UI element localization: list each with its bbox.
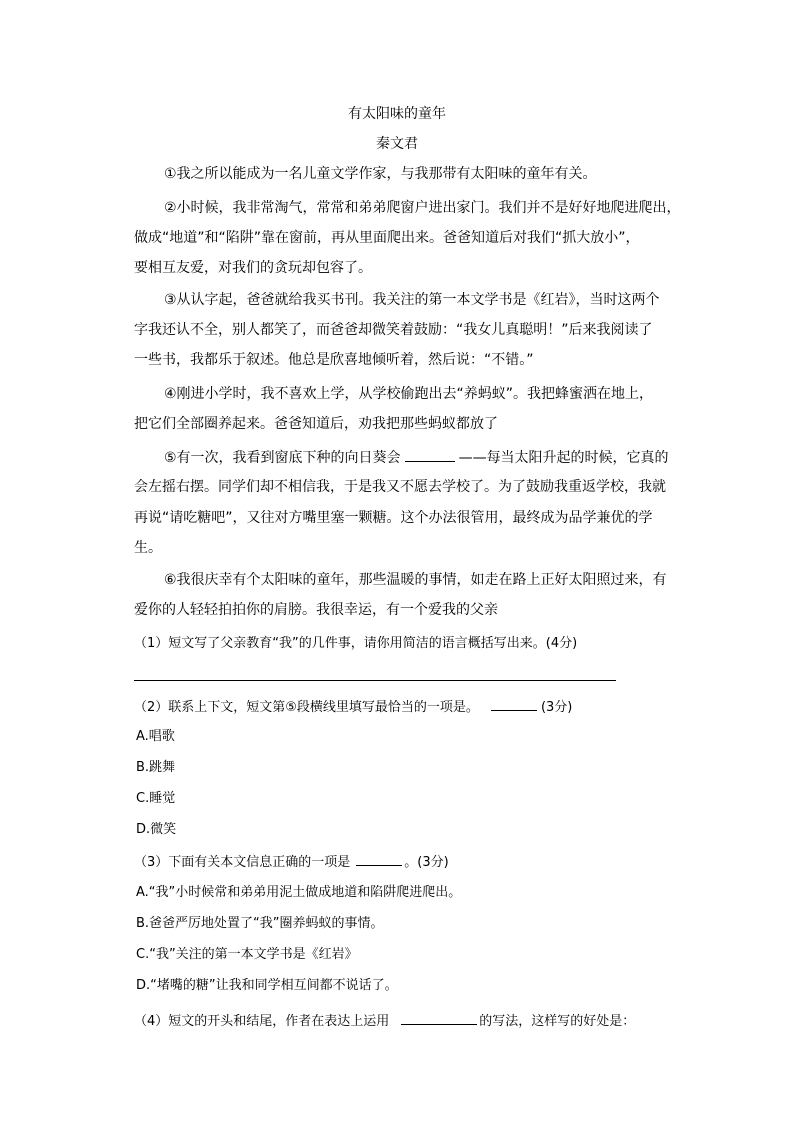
question-3-blank[interactable] — [356, 851, 402, 866]
paragraph-6-line: 爱你的人轻轻拍拍你的肩膀。我很幸运，有一个爱我的父亲 — [134, 602, 498, 618]
paragraph-5-line — [164, 447, 669, 468]
question-1-answer-line[interactable] — [134, 680, 616, 681]
question-3-score: 。(3分) — [404, 855, 449, 870]
paragraph-2-line: 做成“地道”和“陷阱”靠在窗前，再从里面爬出来。爸爸知道后对我们“抓大放小”， — [134, 230, 640, 246]
article-author: 秦文君 — [376, 136, 418, 152]
paragraph-3-line: 字我还认不全，别人都笑了，而爸爸却微笑着鼓励：“我女儿真聪明！”后来我阅读了 — [134, 322, 653, 338]
paragraph-5-line: 生。 — [134, 540, 162, 556]
paragraph-2-line: 要相互友爱，对我们的贪玩却包容了。 — [134, 260, 372, 276]
article-title: 有太阳味的童年 — [348, 106, 446, 122]
question-2-option-a[interactable]: A.唱歌 — [136, 729, 175, 744]
paragraph-4-line: 把它们全部圈养起来。爸爸知道后，劝我把那些蚂蚁都放了 — [134, 416, 498, 432]
paragraph-4-line: ④刚进小学时，我不喜欢上学，从学校偷跑出去“养蚂蚁”。我把蜂蜜洒在地上， — [164, 386, 654, 402]
question-4-text: （4）短文的开头和结尾，作者在表达上运用 — [134, 1014, 390, 1029]
question-2-blank[interactable] — [491, 696, 537, 711]
question-2-option-c[interactable]: C.睡觉 — [136, 791, 176, 806]
paragraph-3-line: ③从认字起，爸爸就给我买书刊。我关注的第一本文学书是《红岩》，当时这两个 — [164, 292, 660, 308]
question-2-option-d[interactable]: D.微笑 — [136, 822, 177, 837]
paragraph-3-line: 一些书，我都乐于叙述。他总是欣喜地倾听着，然后说：“不错。” — [134, 352, 534, 368]
question-3-option-d[interactable]: D.“堵嘴的糖”让我和同学相互间都不说话了。 — [136, 978, 398, 993]
question-3-option-b[interactable]: B.爸爸严厉地处置了“我”圈养蚂蚁的事情。 — [136, 916, 384, 931]
question-2 — [134, 696, 572, 718]
question-3-text: （3）下面有关本文信息正确的一项是 — [134, 855, 351, 870]
paragraph-5-line: 会左摇右摆。同学们却不相信我，于是我又不愿去学校了。为了鼓励我重返学校，我就 — [134, 479, 666, 495]
question-2-score: (3分) — [540, 700, 573, 715]
paragraph-6-line: ⑥我很庆幸有个太阳味的童年，那些温暖的事情，如走在路上正好太阳照过来，有 — [164, 572, 667, 588]
paragraph-5-line: 再说“请吃糖吧”，又往对方嘴里塞一颗糖。这个办法很管用，最终成为品学兼优的学 — [134, 510, 653, 526]
paragraph-2-line: ②小时候，我非常淘气，常常和弟弟爬窗户进出家门。我们并不是好好地爬进爬出， — [164, 200, 681, 216]
paragraph-5-text-before-blank: ⑤有一次，我看到窗底下种的向日葵会 — [164, 450, 401, 466]
question-2-text: （2）联系上下文，短文第⑤段横线里填写最恰当的一项是。 — [134, 700, 479, 715]
paragraph-5-blank — [405, 447, 455, 462]
question-3 — [134, 851, 449, 873]
question-2-option-b[interactable]: B.跳舞 — [136, 760, 176, 775]
paragraph-1: ①我之所以能成为一名儿童文学作家，与我那带有太阳味的童年有关。 — [164, 166, 597, 182]
question-4 — [134, 1010, 635, 1032]
paragraph-5-text-after-blank: ——每当太阳升起的时候，它真的 — [458, 450, 669, 466]
question-1: （1）短文写了父亲教育“我”的几件事，请你用简洁的语言概括写出来。(4分) — [134, 636, 578, 651]
question-4-blank[interactable] — [401, 1010, 477, 1025]
question-3-option-c[interactable]: C.“我”关注的第一本文学书是《红岩》 — [136, 947, 358, 962]
question-3-option-a[interactable]: A.“我”小时候常和弟弟用泥土做成地道和陷阱爬进爬出。 — [136, 885, 462, 900]
question-4-text-after: 的写法，这样写的好处是： — [479, 1014, 636, 1029]
